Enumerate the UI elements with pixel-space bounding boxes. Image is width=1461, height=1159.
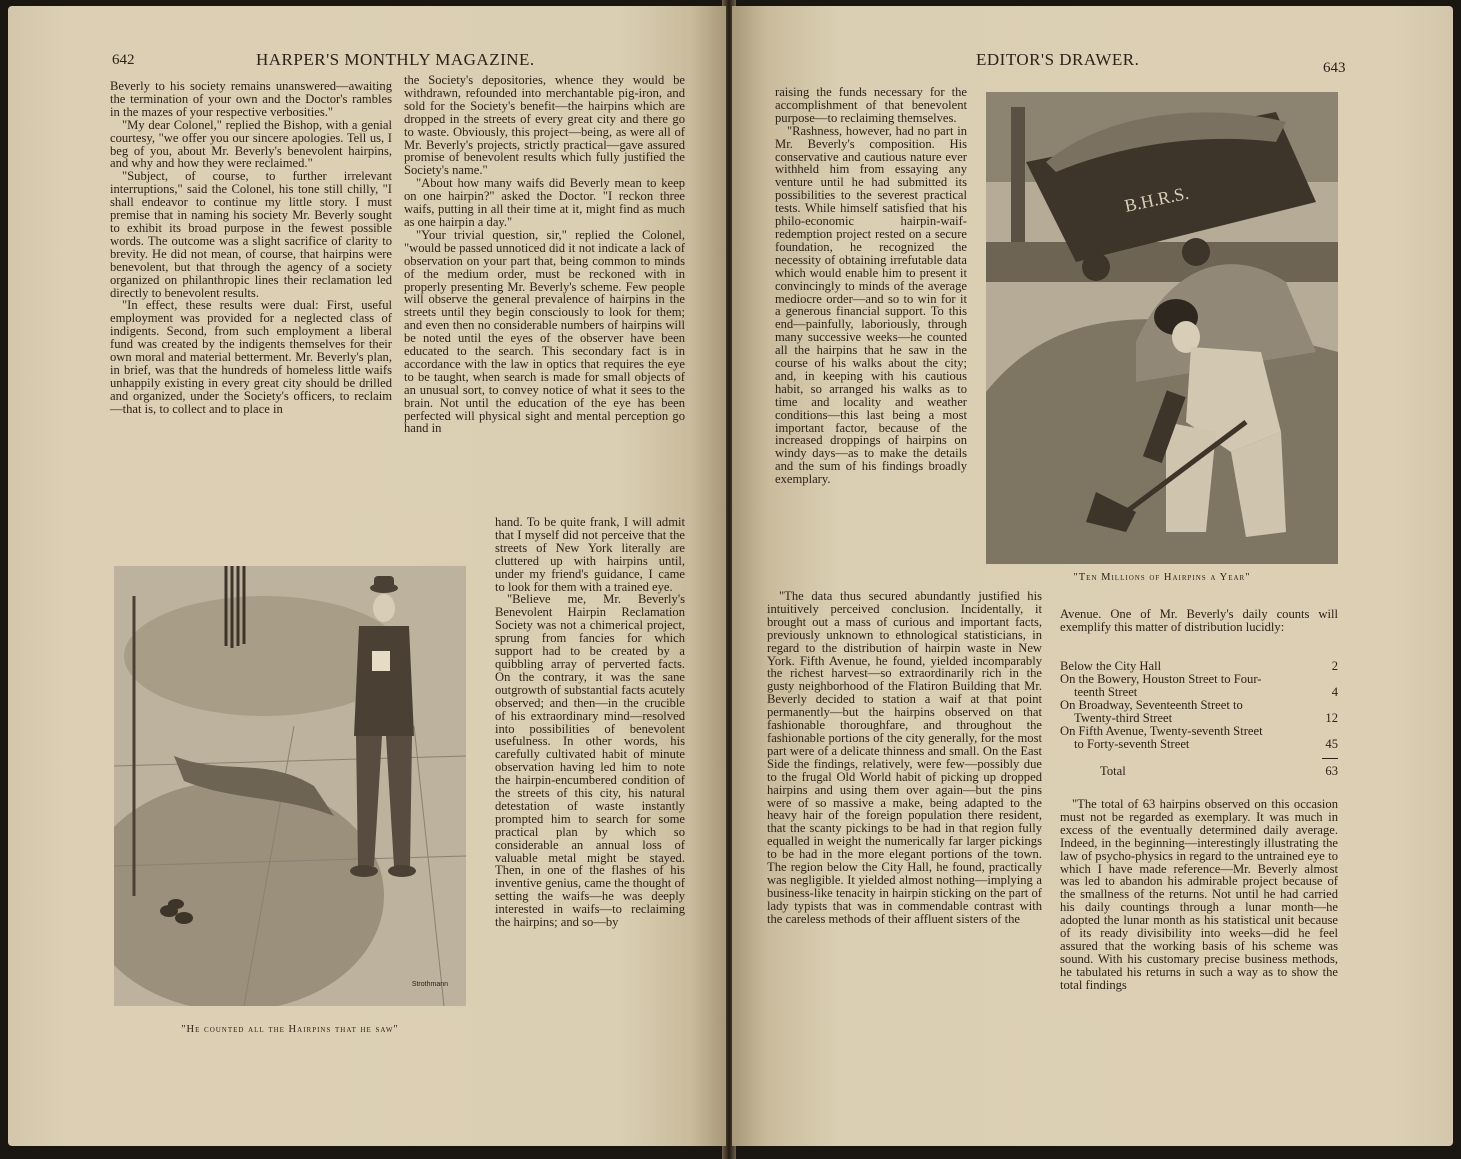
right-column-1-narrow [775, 86, 967, 486]
hairpin-count: 12 [1325, 711, 1338, 725]
table-row [1060, 725, 1338, 751]
location-label: On Broadway, Seventeenth Street to [1060, 698, 1243, 712]
table-row [1060, 699, 1338, 725]
illustration-caption: "He counted all the Hairpins that he saw" [181, 1024, 399, 1035]
left-page [8, 6, 726, 1146]
paragraph: "The data thus secured abundantly justified his intuitively perceived conclusion. Incidentally, it brought out a mass of curious and important facts, previously unknown to ethnological statisticians, in regard to the distribution of hairpin waste in New York. Fifth Avenue, he found, yielded incomparably the richest harvest—so extraordinarily rich in the gusty neighborhood of the Flatiron Building that Mr. Beverly decided to station a waif at that point permanently—but the hairpins observed on that fashionable thoroughfare, and throughout the fashionable portions of the city generally, for the most part were of a delicate thinness and small. On the East Side the findings, relatively, were few—possibly due to the frugal Old World habit of picking up dropped hairpins and using them over again—but the pins were of so massive a make, being adapted to the heavy hair of the foreign population there resident, that the scanty pickings to be had in that region fully equalled in weight the numerically far larger pickings to be had in the more elegant portions of the town. The region below the City Hall, he found, practically was negligible. It yielded almost nothing—implying a business-like tenacity in hairpin sticking on the part of lady typists that was in commendable contrast with the careless methods of their affluent sisters of the [767, 589, 1042, 926]
hairpin-count: 45 [1325, 737, 1338, 751]
paragraph: "Subject, of course, to further irrelevant interruptions," said the Colonel, his tone still chilly, "I shall endeavor to continue my little story. I must premise that in naming his society Mr. Beverly sought to exhibit its broad purpose in the fewest possible words. The outcome was a slight sacrifice of clarity to brevity. He did not mean, of course, that hairpins were benevolent, but that through the agency of a society organized on philanthropic lines their reclamation led directly to benevolent results. [110, 169, 392, 300]
paragraph: "Your trivial question, sir," replied the Colonel, "would be passed unnoticed did it not indicate a lack of observation on your part that, being common to minds of the medium order, must be reckoned with in properly presenting Mr. Beverly's scheme. Few people will observe the general prevalence of hairpins in the streets until they begin consciously to look for them; and even then no considerable numbers of hairpins will be noted until the eyes of the observer have been educated to the search. This secondary fact is in accordance with the law in optics that requires the eye to be taught, when search is made for small objects of an unusual sort, to convey notice of what it sees to the brain. Not until the education of the eye has been perfected will physical sight and mental perception go hand in [404, 227, 685, 436]
left-column-2-narrow [495, 516, 685, 929]
illustrator-signature: Strothmann [411, 981, 448, 988]
total-rule [1060, 751, 1338, 765]
location-label: On the Bowery, Houston Street to Four- [1060, 672, 1262, 686]
paragraph: "In effect, these results were dual: First, useful employment was provided for a neglected class of indigents. Second, from such employment a liberal fund was created by the indigents themselves for their own moral and material betterment. Mr. Beverly's plan, in brief, was that the hundreds of homeless little waifs unhappily existing in every great city should be drilled and organized, under the Society's officers, to reclaim—that is, to collect and to place in [110, 298, 392, 416]
hairpin-count: 2 [1331, 659, 1338, 673]
paragraph: "Believe me, Mr. Beverly's Benevolent Hairpin Reclamation Society was not a chimerical project, sprung from fancies for which support had to be created by a quibbling array of perverted facts. On the contrary, it was the sane outgrowth of substantial facts acutely observed; and then—in the crucible of his extraordinary mind—resolved into possibilities of benevolent usefulness. In other words, his carefully cultivated habit of minute observation having led him to note the hairpin-encumbered condition of the streets of this city, his natural detestation of waste instantly prompted him to search for some practical plan by which so considerable an annual loss of valuable metal might be stayed. Then, in one of the flashes of his inventive genius, came the thought of setting the waifs—he was deeply interested in waifs—to reclaiming the hairpins; and so—by [495, 592, 685, 930]
location-label-continued: teenth Street [1074, 685, 1138, 699]
page-number: 642 [112, 52, 135, 68]
total-row [1060, 765, 1338, 778]
page-number: 643 [1323, 60, 1346, 76]
paragraph: Beverly to his society remains unanswered—awaiting the termination of your own and the Doctor's rambles in the mazes of your respective verbosities." [110, 79, 392, 119]
illustration-man-shoveling-hairpins [986, 92, 1338, 564]
total-label: Total [1100, 764, 1126, 778]
table-row [1060, 673, 1338, 699]
cart-lettering: B.H.R.S. [1122, 182, 1191, 216]
total-count: 63 [1325, 764, 1338, 778]
location-label: Below the City Hall [1060, 659, 1162, 673]
paragraph: "My dear Colonel," replied the Bishop, with a genial courtesy, "we offer you our sincere apologies. Tell us, I beg of you, about Mr. Beverly's benevolent hairpins, and why and how they were reclaimed." [110, 117, 392, 171]
paragraph: hand. To be quite frank, I will admit that I myself did not perceive that the streets of New York literally are cluttered up with hairpins until, under my friend's guidance, I came to look for them with a trained eye. [495, 515, 685, 594]
illustration-man-counting-hairpins [114, 566, 466, 1006]
location-label: On Fifth Avenue, Twenty-seventh Street [1060, 724, 1263, 738]
running-head: HARPER'S MONTHLY MAGAZINE. [256, 50, 535, 69]
location-label-continued: Twenty-third Street [1074, 711, 1173, 725]
left-column-2 [404, 74, 685, 435]
location-label-continued: to Forty-seventh Street [1074, 737, 1190, 751]
paragraph: raising the funds necessary for the accomplishment of that benevolent purpose—to reclaiming themselves. [775, 85, 967, 125]
pavement-scene-drawing [114, 566, 466, 1006]
right-column-1-bottom [767, 590, 1042, 926]
paragraph: "The total of 63 hairpins observed on this occasion must not be regarded as exemplary. It was much in excess of the eventually determined daily average. Indeed, in the beginning—interestingly illustrating the law of psycho-physics in regard to the untrained eye to which I have made reference—Mr. Beverly almost was led to abandon his admirable project because of the smallness of the returns. Not until he had carried his daily countings through a lunar month—he adopted the lunar month as his statistical unit because of its ready divisibility into weeks—did he feel assured that the working basis of his scheme was sound. With his customary precise business methods, he tabulated his returns in such a way as to show the total findings [1060, 797, 1338, 992]
paragraph: Avenue. One of Mr. Beverly's daily counts will exemplify this matter of distribution lucidly: [1060, 607, 1338, 634]
left-column-1 [110, 80, 392, 416]
cart-and-worker-drawing [986, 92, 1338, 564]
paragraph: "About how many waifs did Beverly mean to keep on one hairpin?" asked the Doctor. "I reckon three waifs, putting in all their time at it, might find as much as one hairpin a day." [404, 176, 685, 229]
illustration-caption: "Ten Millions of Hairpins a Year" [1073, 572, 1251, 583]
paragraph: "Rashness, however, had no part in Mr. Beverly's composition. His conservative and cautious nature ever withheld him from essaying any venture until he had submitted its possibilities to the severest practical tests. While himself satisfied that his philo-economic hairpin-waif-redemption project rested on a secure foundation, he recognized the necessity of obtaining irrefutable data which would enable him to present it convincingly to minds of the average mediocre order—and so to win for it a generous financial support. To this end—painfully, laboriously, through many successive weeks—he counted all the hairpins that he saw in the course of his walks about the city; and, in keeping with his cautious habit, so arranged his walks as to time and locality and weather conditions—this last being a most important factor, because of the increased droppings of hairpins on windy days—as to make the details and the sum of his findings broadly exemplary. [775, 123, 967, 487]
paragraph: the Society's depositories, whence they would be withdrawn, refounded into merchantable pig-iron, and sold for the Society's benefit—the hairpins which are dropped in the streets of every great city and there go to waste. Obviously, this project—being, as were all of Mr. Beverly's projects, strictly practical—gave assured promise of benevolent results which fully justified the Society's name." [404, 73, 685, 178]
right-column-2-intro [1060, 608, 1338, 634]
hairpin-count: 4 [1331, 685, 1338, 699]
right-page [732, 6, 1453, 1146]
hairpin-distribution-table [1060, 660, 1338, 778]
right-column-2-after [1060, 798, 1338, 992]
running-head: EDITOR'S DRAWER. [976, 50, 1140, 69]
